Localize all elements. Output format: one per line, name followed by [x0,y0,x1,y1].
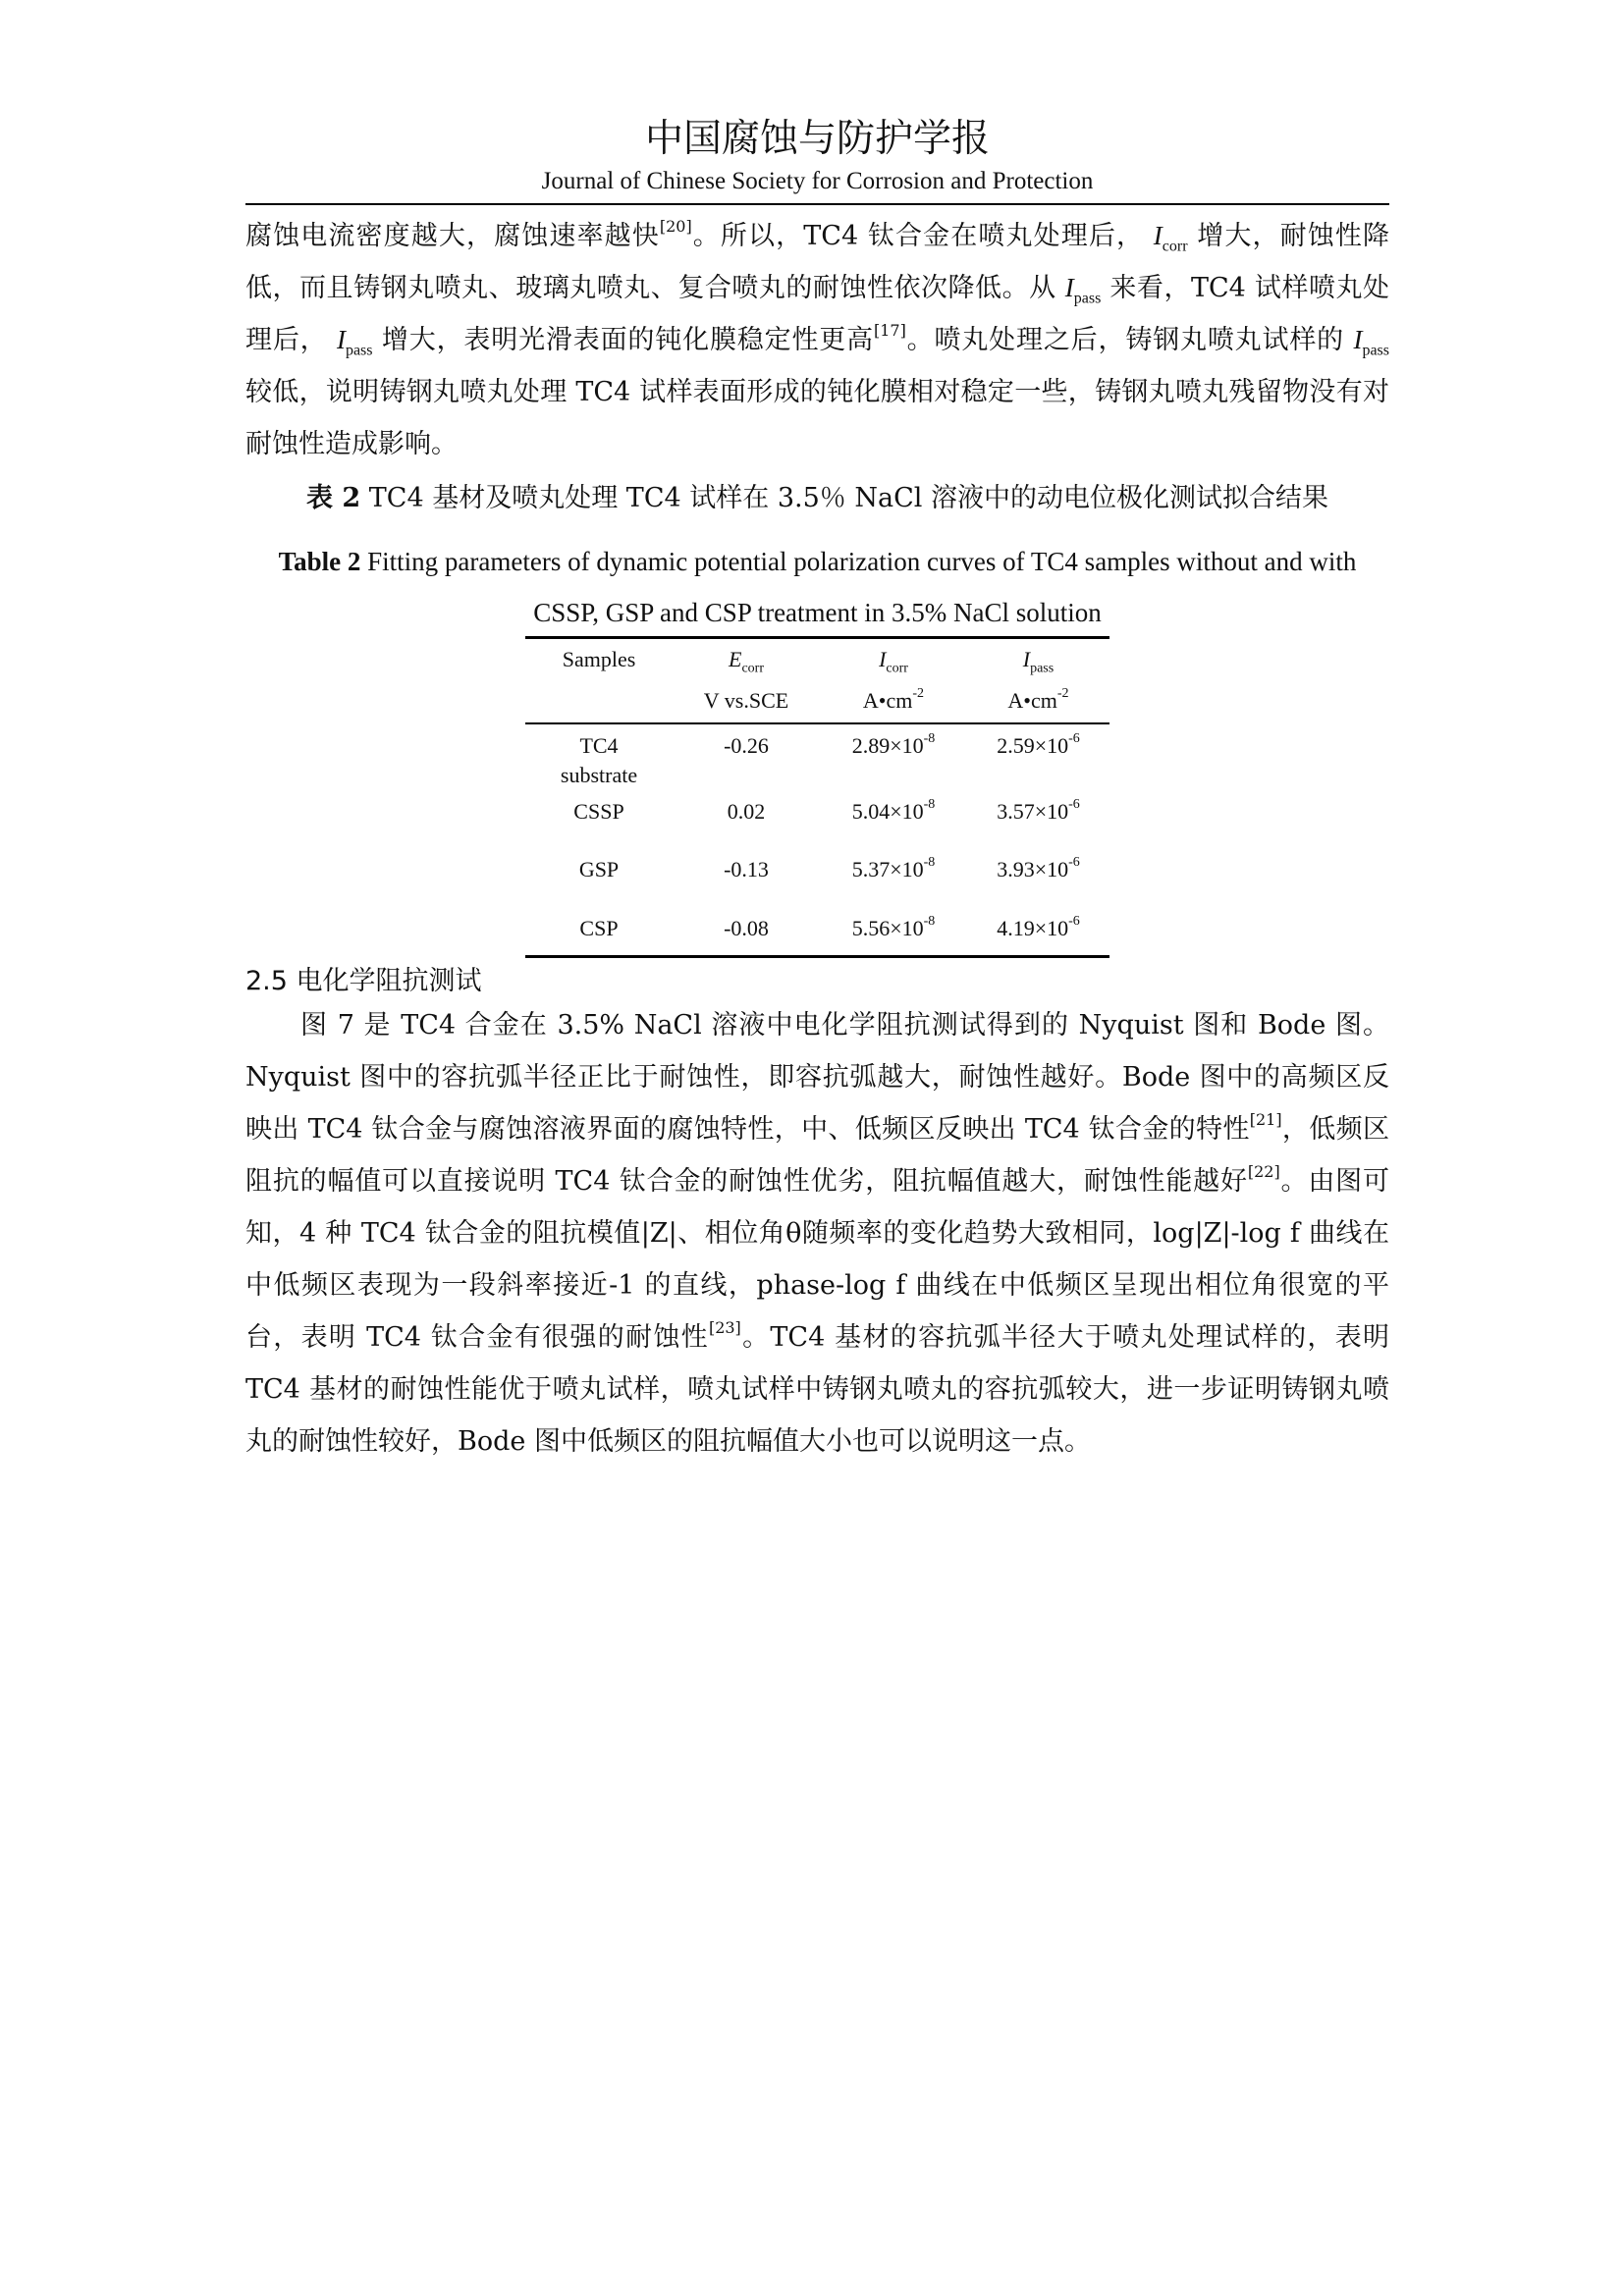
journal-title-en: Journal of Chinese Society for Corrosion and Protection [541,168,1094,194]
caption-label: Table 2 [278,547,361,576]
text: 增大，耐蚀性降低，而且铸钢丸喷丸、玻璃丸喷丸、复合喷丸的耐蚀性依次降低。从 [245,221,1390,303]
caption-label: 表 2 [306,483,361,513]
cell-ipass [967,798,1109,826]
table-bottom-rule [525,955,1109,958]
body-paragraph-2 [245,999,1389,1468]
unit-text: A•cm [862,688,913,713]
cell-ipass [967,856,1109,883]
symbol: I [1153,221,1163,250]
exponent: -8 [923,796,936,812]
cell-sample: CSP [579,916,619,940]
value: 2.89×10 [851,733,924,758]
symbol: I [1353,325,1363,354]
text: 。所以，TC4 钛合金在喷丸处理后， [691,221,1154,251]
value: 5.56×10 [851,916,924,940]
text: 来看，TC4 试样喷丸处理后， [245,273,1389,355]
header-samples: Samples [562,647,636,671]
cell-ecorr: 0.02 [727,799,766,824]
symbol-subscript: corr [741,661,764,676]
unit-icorr [820,687,967,715]
value: 4.19×10 [997,916,1069,940]
value: 2.59×10 [997,733,1069,758]
cell-icorr [820,732,967,760]
cell-ecorr: -0.26 [724,733,769,758]
citation: [22] [1247,1162,1280,1181]
exponent: -8 [923,730,936,746]
text: 。由图可知，4 种 TC4 钛合金的阻抗模值|Z|、相位角θ随频率的变化趋势大致相同，log|Z|-log f 曲线在中低频区表现为一段斜率接近-1 的直线，phase-log f 曲线在中低频区呈现出相位角很宽的平台，表明 TC4 钛合金有很强的耐蚀性 [245,1166,1390,1353]
citation: [17] [873,321,906,340]
symbol-subscript: pass [1073,290,1102,307]
caption-text: TC4 基材及喷丸处理 TC4 试样在 3.5％ NaCl 溶液中的动电位极化测试拟合结果 [360,483,1328,513]
symbol: I [1022,647,1031,671]
unit-exponent: -2 [912,685,925,701]
header-ipass [967,646,1109,676]
table-caption-en [245,536,1389,638]
cell-ecorr: -0.13 [724,857,769,881]
cell-icorr [820,915,967,942]
header-ecorr [673,646,820,676]
exponent: -8 [923,854,936,870]
text: 。喷丸处理之后，铸钢丸喷丸试样的 [905,325,1354,355]
value: 3.93×10 [997,857,1069,881]
citation: [20] [659,217,692,236]
symbol-subscript: corr [886,661,908,676]
exponent: -6 [1068,730,1080,746]
symbol-subscript: pass [1030,661,1055,676]
value: 5.04×10 [851,799,924,824]
cell-icorr [820,798,967,826]
symbol-subscript: pass [1362,342,1389,359]
citation: [23] [708,1318,741,1337]
cell-sample: CSSP [573,799,624,824]
symbol: E [729,647,742,671]
table-caption-cn [245,478,1389,519]
symbol: I [336,325,346,354]
symbol-subscript: corr [1162,238,1188,255]
exponent: -8 [923,913,936,929]
cell-sample: substrate [560,763,638,787]
cell-sample: GSP [578,857,620,881]
text: ，低频区阻抗的幅值可以直接说明 TC4 钛合金的耐蚀性优劣，阻抗幅值越大，耐蚀性能越好 [245,1114,1389,1197]
cell-icorr [820,856,967,883]
text: 。TC4 基材的容抗弧半径大于喷丸处理试样的，表明 TC4 基材的耐蚀性能优于喷丸试样，喷丸试样中铸钢丸喷丸的容抗弧较大，进一步证明铸钢丸喷丸的耐蚀性较好，Bode 图中低频区的阻抗幅值大小也可以说明这一点。 [245,1322,1389,1457]
caption-text: Fitting parameters of dynamic potential polarization curves of TC4 samples without and with CSSP, GSP and CSP treatment in 3.5% NaCl solution [360,547,1357,627]
header-divider [245,203,1389,205]
text: 较低，说明铸钢丸喷丸处理 TC4 试样表面形成的钝化膜相对稳定一些，铸钢丸喷丸残留物没有对耐蚀性造成影响。 [245,377,1389,459]
table-header-rule [525,722,1109,724]
body-paragraph-1 [245,210,1389,470]
cell-sample: TC4 [579,733,619,758]
unit-text: A•cm [1007,688,1057,713]
unit-ecorr: V vs.SCE [703,688,789,713]
value: 3.57×10 [997,799,1069,824]
text: 增大，表明光滑表面的钝化膜稳定性更高 [372,325,874,355]
symbol-subscript: pass [345,342,373,359]
exponent: -6 [1068,796,1080,812]
cell-ecorr: -0.08 [724,916,769,940]
unit-ipass [967,687,1109,715]
text: 图 7 是 TC4 合金在 3.5% NaCl 溶液中电化学阻抗测试得到的 Nyquist 图和 Bode 图。Nyquist 图中的容抗弧半径正比于耐蚀性，即容抗弧越大，耐蚀性越好。Bode 图中的高频区反映出 TC4 钛合金与腐蚀溶液界面的腐蚀特性，中、低频区反映出 TC4 钛合金的特性 [245,1010,1389,1145]
value: 5.37×10 [851,857,924,881]
exponent: -6 [1068,913,1080,929]
section-heading: 2.5 电化学阻抗测试 [245,966,482,996]
journal-title-cn: 中国腐蚀与防护学报 [644,117,990,161]
cell-ipass [967,732,1109,760]
journal-header [245,116,1389,198]
symbol: I [1064,273,1074,302]
symbol: I [879,647,887,671]
citation: [21] [1249,1110,1282,1129]
header-icorr [820,646,967,676]
table-top-rule [525,636,1109,639]
cell-ipass [967,915,1109,942]
unit-exponent: -2 [1056,685,1069,701]
exponent: -6 [1068,854,1080,870]
text: 腐蚀电流密度越大，腐蚀速率越快 [245,221,660,251]
